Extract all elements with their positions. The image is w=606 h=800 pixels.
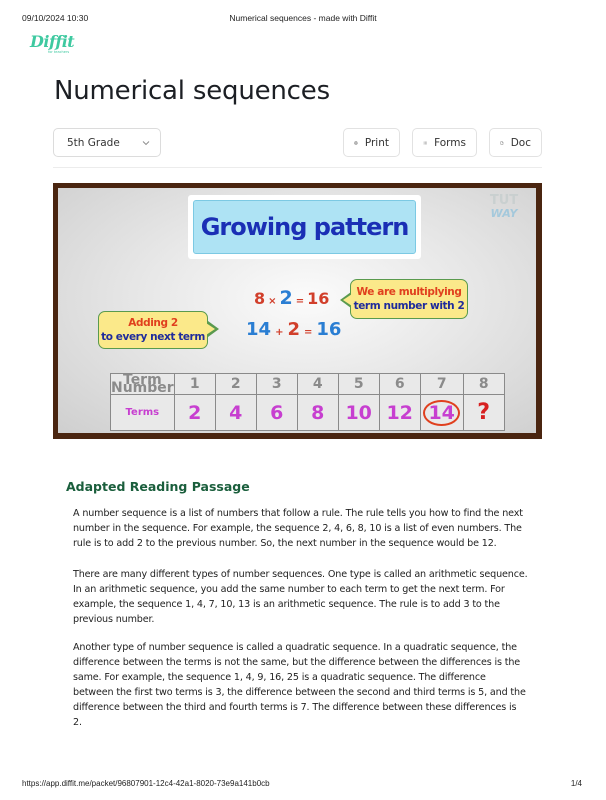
term-cell: 4 xyxy=(215,395,256,431)
term-number-cell: 6 xyxy=(379,374,420,395)
print-document-title: Numerical sequences - made with Diffit xyxy=(229,13,377,23)
toolbar xyxy=(53,128,542,157)
page-title: Numerical sequences xyxy=(54,76,330,106)
callout-tail-fill xyxy=(343,294,352,306)
watermark-text: TUT xyxy=(489,193,519,208)
forms-button[interactable] xyxy=(412,128,477,157)
terms-header: Terms xyxy=(111,395,175,431)
watermark-subtext: WAY xyxy=(490,207,518,220)
eq2-operand-b: 2 xyxy=(287,319,300,340)
unknown-term-cell: ? xyxy=(463,395,504,431)
print-url: https://app.diffit.me/packet/96807901-12c4-42a1-8020-73e9a141b0cb xyxy=(22,779,270,788)
toolbar-divider xyxy=(53,167,542,168)
term-number-cell: 4 xyxy=(297,374,338,395)
callout-multiply-line2: term number with 2 xyxy=(353,300,465,312)
term-cell: 8 xyxy=(297,395,338,431)
term-number-cell: 1 xyxy=(174,374,215,395)
callout-add-line2: to every next term xyxy=(101,331,205,343)
term-number-cell: 8 xyxy=(463,374,504,395)
term-cell: 10 xyxy=(338,395,379,431)
doc-button[interactable] xyxy=(489,128,542,157)
growing-pattern-illustration xyxy=(53,183,542,439)
passage-paragraph: Another type of number sequence is called a quadratic sequence. In a quadratic sequence, the difference between the terms is not the same, but the difference between the differences is the same. For example, the sequence 1, 4, 9, 16, 25 is a quadratic sequence. The difference between the first two terms is 3, the difference between the second and third terms is 5, and the difference between the third and fourth terms is 7. The difference between these differences is 2. xyxy=(73,642,526,728)
doc-label: Doc xyxy=(510,136,531,149)
eq1-operand-a: 8 xyxy=(254,289,266,308)
addition-equation xyxy=(246,319,341,340)
banner xyxy=(188,195,421,259)
grade-select-value: 5th Grade xyxy=(67,136,120,149)
eq2-operand-a: 14 xyxy=(246,319,272,340)
print-label: Print xyxy=(364,136,389,149)
page-indicator: 1/4 xyxy=(570,779,582,788)
logo-wordmark: Diffit xyxy=(30,32,75,51)
term-number-header: Term Number xyxy=(111,372,174,396)
watermark-logo xyxy=(480,194,528,230)
print-datetime: 09/10/2024 10:30 xyxy=(22,13,89,23)
diffit-logo[interactable] xyxy=(30,34,80,55)
eq2-operator: + xyxy=(275,327,284,338)
eq1-result: 16 xyxy=(307,289,330,308)
logo-tagline: for teachers xyxy=(48,50,70,54)
term-number-row xyxy=(111,374,505,395)
eq1-operand-b: 2 xyxy=(279,287,293,309)
document-icon xyxy=(500,136,504,150)
term-cell-highlighted xyxy=(420,395,463,431)
forms-label: Forms xyxy=(434,136,466,149)
eq1-equals: = xyxy=(295,296,305,307)
term-number-cell: 2 xyxy=(215,374,256,395)
banner-title: Growing pattern xyxy=(193,200,416,254)
eq2-result: 16 xyxy=(316,319,342,340)
callout-adding xyxy=(98,311,208,349)
terms-row xyxy=(111,395,505,431)
chevron-down-icon xyxy=(142,139,150,147)
eq2-equals: = xyxy=(303,327,313,338)
sequence-table xyxy=(110,373,505,431)
list-icon xyxy=(423,136,427,150)
grade-level-select[interactable] xyxy=(53,128,161,157)
term-cell: 12 xyxy=(379,395,420,431)
term-number-cell: 7 xyxy=(420,374,463,395)
reading-passage-heading: Adapted Reading Passage xyxy=(66,479,250,494)
whiteboard xyxy=(58,188,536,433)
passage-paragraph: There are many different types of number sequences. One type is called an arithmetic sequence. In an arithmetic sequence, you add the same number to each term to get the next term. For example, the sequence 1, 4, 7, 10, 13 is an arithmetic sequence. The rule is to add 3 to the previous number. xyxy=(73,569,528,625)
callout-add-line1: Adding 2 xyxy=(128,317,178,329)
multiplication-equation xyxy=(254,287,329,309)
term-number-cell: 5 xyxy=(338,374,379,395)
circled-term: 14 xyxy=(423,400,459,426)
callout-multiply-line1: We are multiplying xyxy=(356,286,462,298)
passage-paragraph: A number sequence is a list of numbers that follow a rule. The rule tells you how to find the next number in the sequence. For example, the sequence 2, 4, 6, 8, 10 is a list of even numbers. The rule is to add 2 to the previous number. So, the next number in the sequence would be 12. xyxy=(73,508,523,549)
term-number-cell: 3 xyxy=(256,374,297,395)
term-cell: 6 xyxy=(256,395,297,431)
callout-tail-fill xyxy=(206,323,215,335)
eq1-operator: × xyxy=(268,296,277,307)
callout-multiplying xyxy=(350,279,468,319)
term-cell: 2 xyxy=(174,395,215,431)
print-button[interactable] xyxy=(343,128,400,157)
printer-icon xyxy=(354,136,358,150)
